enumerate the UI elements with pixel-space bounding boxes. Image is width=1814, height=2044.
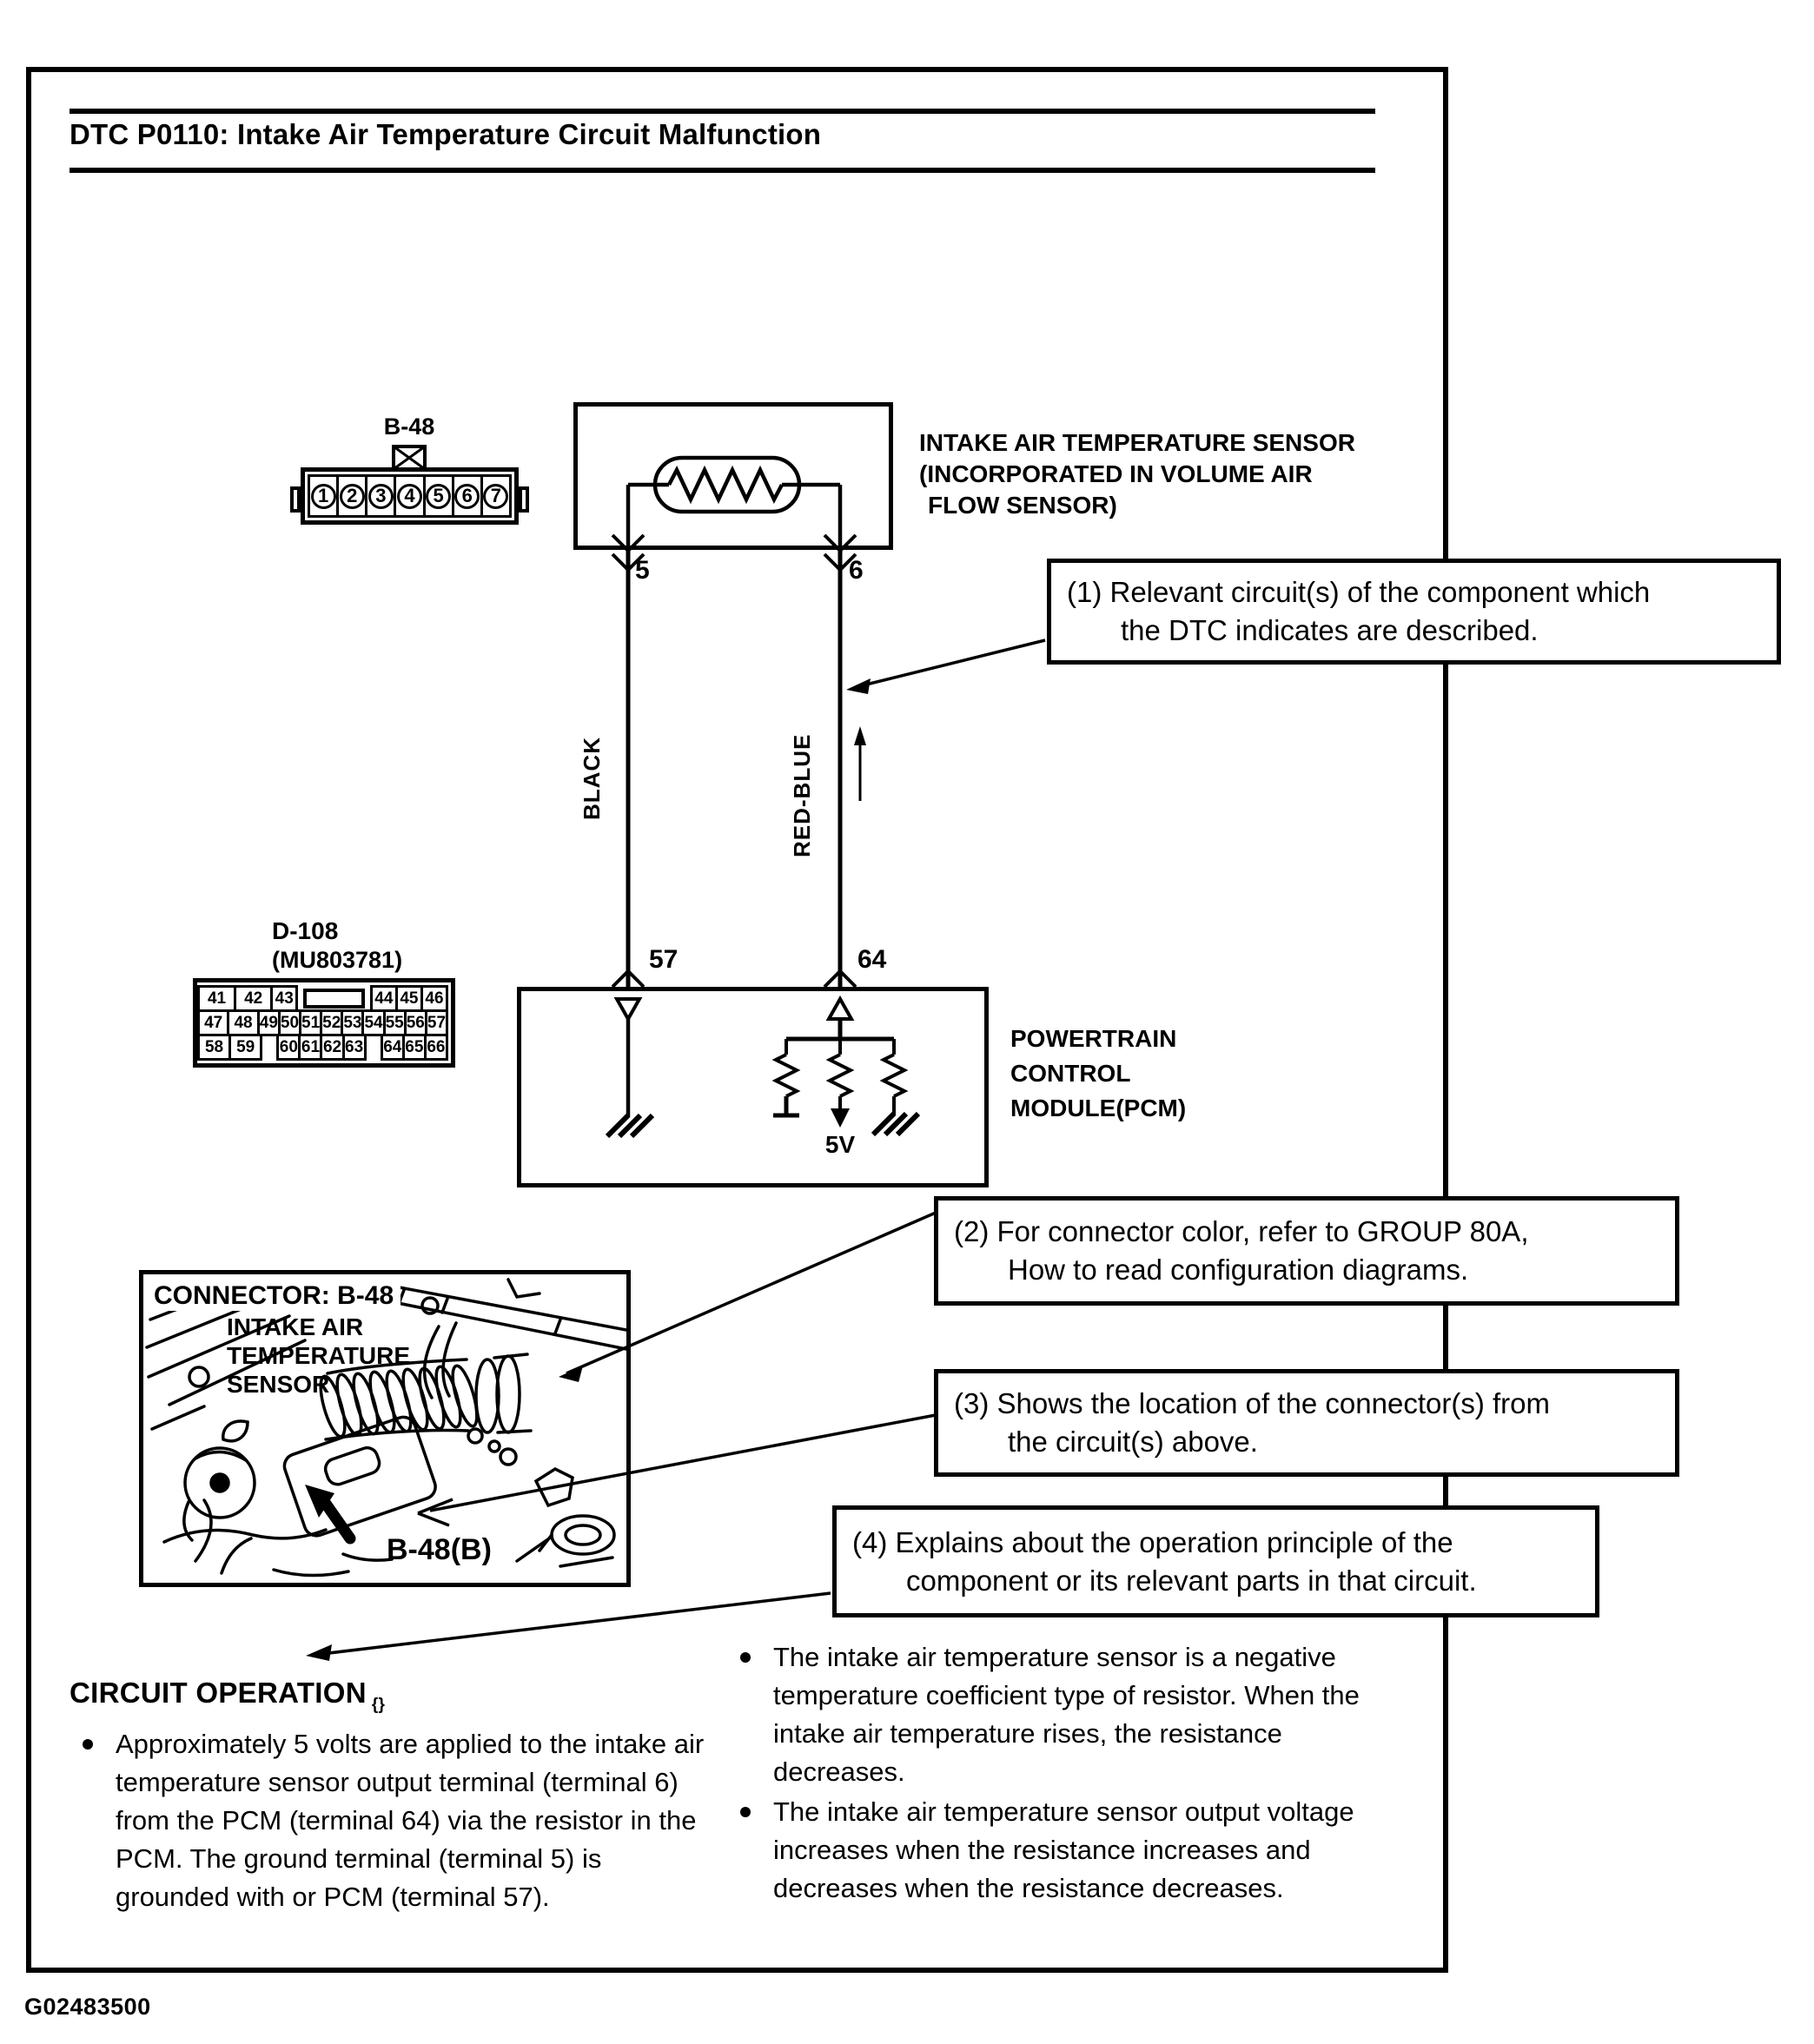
callout-2-line: How to read configuration diagrams. xyxy=(1008,1254,1469,1286)
right-fittings xyxy=(500,1449,614,1566)
heading-footnote-marker: {} xyxy=(371,1695,386,1714)
sensor-caption-line: FLOW SENSOR) xyxy=(928,492,1117,519)
d108-pin: 65 xyxy=(402,1034,427,1061)
photo-connector-tag: B-48(B) xyxy=(387,1533,492,1566)
pin-cell xyxy=(480,477,509,515)
d108-pin: 57 xyxy=(425,1009,448,1036)
d108-pin: 53 xyxy=(341,1009,364,1036)
d108-pin: 55 xyxy=(383,1009,407,1036)
d108-pin: 63 xyxy=(342,1034,367,1061)
callout-1-line: the DTC indicates are described. xyxy=(1121,614,1539,646)
callout-box-4 xyxy=(832,1505,1599,1617)
harness-wire xyxy=(222,1538,251,1573)
figure-code: G02483500 xyxy=(24,1994,151,2020)
d108-pin: 52 xyxy=(320,1009,343,1036)
connector-d108-label: D-108 xyxy=(272,917,339,944)
d108-pin: 60 xyxy=(276,1034,301,1061)
pin-number: 5 xyxy=(426,484,451,509)
bullet-item xyxy=(740,1793,1390,1908)
pcm-caption xyxy=(1010,1022,1186,1126)
photo-sensor-label xyxy=(227,1313,410,1399)
bullet-item xyxy=(740,1638,1390,1791)
d108-pin: 64 xyxy=(381,1034,405,1061)
pcm-caption-line: MODULE(PCM) xyxy=(1010,1095,1187,1121)
circuit-operation-right-column xyxy=(740,1638,1390,1909)
callout-4-line: (4) Explains about the operation principle of the xyxy=(852,1525,1453,1558)
title-rule-bottom xyxy=(70,168,1375,173)
d108-pin: 59 xyxy=(228,1034,262,1061)
page-title: DTC P0110: Intake Air Temperature Circuit Malfunction xyxy=(70,118,822,150)
bullet-item xyxy=(83,1725,717,1916)
d108-pin: 61 xyxy=(298,1034,322,1061)
pcm-caption-line: CONTROL xyxy=(1010,1060,1131,1087)
photo-sensor-label-line: SENSOR xyxy=(227,1371,330,1398)
sensor-caption-line: INTAKE AIR TEMPERATURE SENSOR xyxy=(919,429,1355,456)
d108-pin: 49 xyxy=(257,1009,281,1036)
pcm-box xyxy=(517,987,989,1187)
terminal-5-label: 5 xyxy=(635,556,650,585)
pin-number: 2 xyxy=(340,484,365,509)
callout-4-line: component or its relevant parts in that circuit. xyxy=(906,1564,1477,1597)
pcm-caption-line: POWERTRAIN xyxy=(1010,1025,1177,1052)
callout-1-line: (1) Relevant circuit(s) of the component which xyxy=(1067,576,1651,608)
bullet-text: The intake air temperature sensor is a negative temperature coefficient type of resistor. When the intake air temperature rises, the resistance decreases. xyxy=(773,1642,1360,1787)
callout-box-3 xyxy=(934,1369,1679,1477)
wire-color-black-label: BLACK xyxy=(579,737,605,820)
d108-pin: 58 xyxy=(197,1034,231,1061)
connector-location-illustration xyxy=(139,1270,631,1587)
connector-b48-pin-row xyxy=(308,474,512,518)
clamp xyxy=(468,1429,482,1443)
pin-cell xyxy=(394,477,422,515)
wire-color-red-blue-label: RED-BLUE xyxy=(789,733,815,858)
callout-3-line: the circuit(s) above. xyxy=(1008,1426,1258,1458)
b48-location-arrow xyxy=(305,1485,350,1538)
callout-box-2 xyxy=(934,1196,1679,1306)
d108-pin: 42 xyxy=(234,985,273,1012)
bullet-dot xyxy=(83,1739,93,1750)
connector-b48-tab-left xyxy=(290,486,301,513)
photo-caption: CONNECTOR: B-48 xyxy=(154,1281,401,1311)
pin-number: 1 xyxy=(311,484,336,509)
d108-pin: 44 xyxy=(370,985,398,1012)
connector-b48-tab-right xyxy=(519,486,529,513)
d108-pin: 46 xyxy=(420,985,448,1012)
hatch-line xyxy=(152,1406,204,1429)
hose xyxy=(343,1554,392,1560)
connector-d108-pin-table xyxy=(193,978,455,1068)
hose xyxy=(274,1570,348,1576)
sensor-caption-line: (INCORPORATED IN VOLUME AIR xyxy=(919,460,1313,487)
bullet-text: Approximately 5 volts are applied to the intake air temperature sensor output terminal (terminal 6) from the PCM (terminal 64) via the resistor in the PCM. The ground terminal (terminal 5) is grounded with or PCM (terminal 57). xyxy=(116,1729,705,1912)
terminal-6-label: 6 xyxy=(849,556,864,585)
clamp xyxy=(489,1441,500,1452)
photo-sensor-label-line: INTAKE AIR xyxy=(227,1313,364,1340)
d108-row-2 xyxy=(200,1009,448,1036)
pin-number: 3 xyxy=(368,484,394,509)
pin-number: 4 xyxy=(397,484,422,509)
pcm-5v-label: 5V xyxy=(824,1131,856,1158)
circuit-operation-heading-text: CIRCUIT OPERATION xyxy=(70,1677,367,1709)
d108-row-1 xyxy=(200,985,448,1012)
d108-pin: 51 xyxy=(299,1009,322,1036)
sensor-caption xyxy=(919,427,1355,521)
d108-pin: 47 xyxy=(197,1009,229,1036)
pin-cell xyxy=(310,477,336,515)
callout-3-line: (3) Shows the location of the connector(s) from xyxy=(954,1387,1550,1419)
reservoir-cap xyxy=(184,1421,255,1540)
d108-pin: 45 xyxy=(395,985,423,1012)
photo-sensor-label-line: TEMPERATURE xyxy=(227,1342,411,1369)
pin-cell xyxy=(452,477,480,515)
d108-key-box xyxy=(303,989,365,1009)
d108-pin: 48 xyxy=(227,1009,259,1036)
d108-key-slot xyxy=(295,985,373,1012)
d108-pin: 43 xyxy=(270,985,298,1012)
connector-b48-body xyxy=(301,467,519,525)
d108-pin: 54 xyxy=(361,1009,385,1036)
d108-pin: 50 xyxy=(278,1009,301,1036)
terminal-64-label: 64 xyxy=(857,945,887,974)
connector-d108-part-number: (MU803781) xyxy=(272,947,403,973)
sensor-marker-circle xyxy=(189,1367,209,1386)
pin-cell xyxy=(423,477,452,515)
d108-pin: 41 xyxy=(197,985,236,1012)
circuit-operation-left-column xyxy=(83,1725,717,1918)
pin-cell xyxy=(365,477,394,515)
connector-b48-label: B-48 xyxy=(383,413,435,440)
d108-pin: 56 xyxy=(404,1009,427,1036)
d108-pin: 62 xyxy=(320,1034,344,1061)
pin-number: 6 xyxy=(454,484,480,509)
d108-pin: 66 xyxy=(424,1034,448,1061)
bullet-text: The intake air temperature sensor output voltage increases when the resistance increases and decreases when the resistance decreases. xyxy=(773,1796,1354,1903)
bolt xyxy=(422,1298,438,1313)
intake-air-temp-sensor-box xyxy=(573,402,893,550)
callout-box-1 xyxy=(1047,559,1781,665)
bracket xyxy=(508,1280,540,1297)
title-rule-top xyxy=(70,109,1375,114)
pin-number: 7 xyxy=(483,484,508,509)
terminal-57-label: 57 xyxy=(649,945,679,974)
circuit-operation-heading xyxy=(70,1677,385,1715)
bullet-dot xyxy=(740,1807,751,1817)
air-cleaner-cover xyxy=(281,1414,439,1539)
bullet-dot xyxy=(740,1652,751,1663)
pin-cell xyxy=(336,477,365,515)
d108-row-3 xyxy=(200,1034,448,1061)
callout-2-line: (2) For connector color, refer to GROUP 80A, xyxy=(954,1215,1529,1247)
